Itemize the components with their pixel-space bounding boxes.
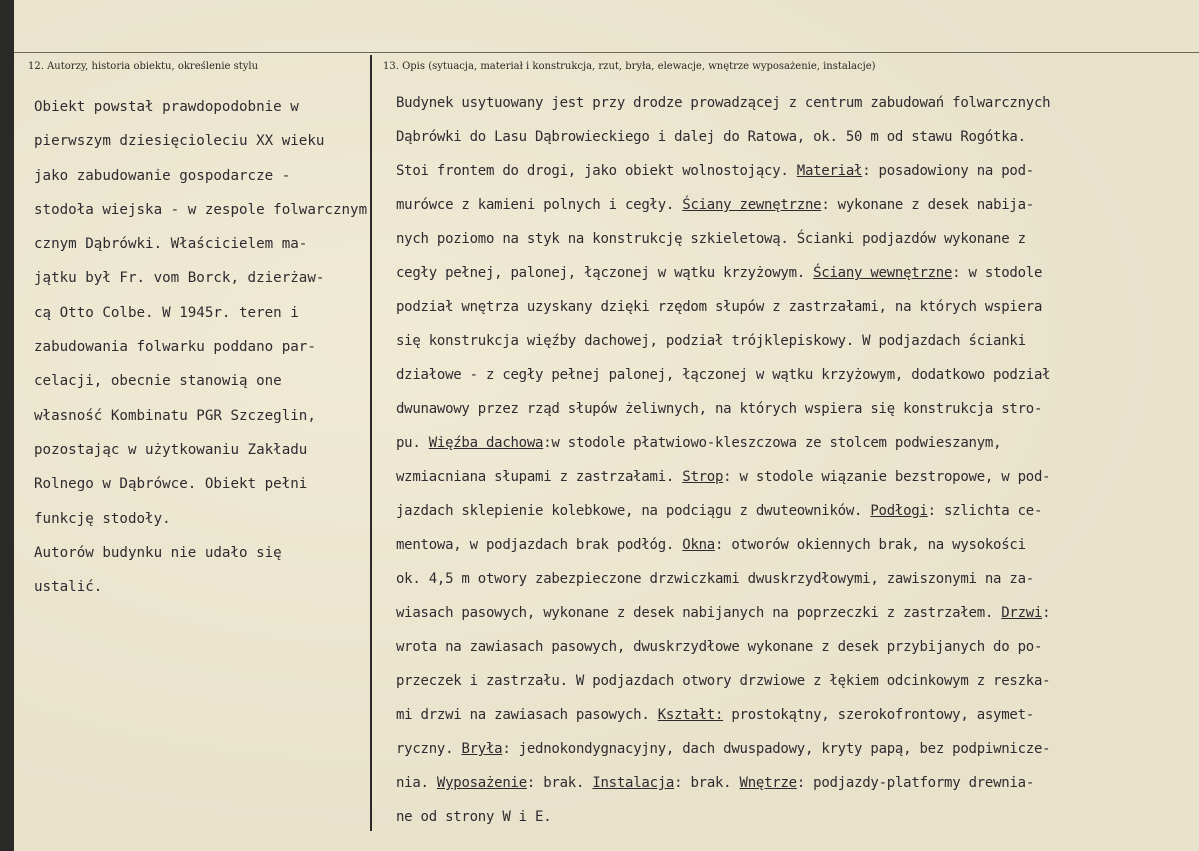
description-line <box>396 154 1050 188</box>
section-keyword: Drzwi <box>1001 605 1043 621</box>
section-keyword: Podłogi <box>870 503 928 519</box>
history-line: stodoła wiejska - w zespole folwarcznym <box>34 201 368 218</box>
description-segment: : jednokondygnacyjny, dach dwuspadowy, kryty papą, bez podpiwnicze- <box>502 741 1051 757</box>
description-segment: podział wnętrza uzyskany dzięki rzędom słupów z zastrzałami, na których wspiera <box>396 299 1043 315</box>
description-segment: wzmiacniana słupami z zastrzałami. <box>396 469 683 485</box>
description-line <box>396 86 1050 120</box>
section-13-heading: 13. Opis (sytuacja, materiał i konstrukcja, rzut, bryła, elewacje, wnętrze wyposażenie, instalacje) <box>383 61 876 72</box>
description-segment: Budynek usytuowany jest przy drodze prowadzącej z centrum zabudowań folwarcznych <box>396 95 1051 111</box>
description-segment: : wykonane z desek nabija- <box>821 197 1034 213</box>
description-line <box>396 528 1050 562</box>
description-segment: wrota na zawiasach pasowych, dwuskrzydłowe wykonane z desek przybijanych do po- <box>396 639 1043 655</box>
description-segment: nia. <box>396 775 437 791</box>
history-line: Rolnego w Dąbrówce. Obiekt pełni <box>34 476 308 493</box>
description-segment: mi drzwi na zawiasach pasowych. <box>396 707 658 723</box>
description-line <box>396 460 1050 494</box>
description-segment: pu. <box>396 435 429 451</box>
description-line <box>396 222 1050 256</box>
description-line <box>396 732 1050 766</box>
description-segment: wiasach pasowych, wykonane z desek nabijanych na poprzeczki z zastrzałem. <box>396 605 1002 621</box>
history-line: własność Kombinatu PGR Szczeglin, <box>34 407 316 424</box>
description-segment: : otworów okiennych brak, na wysokości <box>714 537 1026 553</box>
description-line <box>396 426 1050 460</box>
section-keyword: Kształt: <box>657 707 724 723</box>
description-line <box>396 358 1050 392</box>
history-line: cą Otto Colbe. W 1945r. teren i <box>34 304 299 321</box>
description-line <box>396 494 1050 528</box>
description-segment: mentowa, w podjazdach brak podłóg. <box>396 537 683 553</box>
description-segment: : w stodole wiązanie bezstropowe, w pod- <box>723 469 1051 485</box>
description-segment: prostokątny, szerokofrontowy, asymet- <box>723 707 1034 723</box>
description-segment: ne od strony W i E. <box>396 809 552 825</box>
description-line <box>396 562 1050 596</box>
description-line <box>396 766 1050 800</box>
history-line: jako zabudowanie gospodarcze - <box>34 167 291 184</box>
description-line <box>396 120 1050 154</box>
section-keyword: Materiał <box>796 163 863 179</box>
section-keyword: Więźba dachowa <box>428 435 544 451</box>
history-line: Obiekt powstał prawdopodobnie w <box>34 99 299 115</box>
description-segment: : <box>1042 605 1051 621</box>
description-segment: : szlichta ce- <box>927 503 1043 519</box>
section-keyword: Bryła <box>461 741 503 757</box>
column-divider <box>370 55 372 831</box>
description-text <box>396 86 1050 834</box>
description-segment: przeczek i zastrzału. W podjazdach otwory drzwiowe z łękiem odcinkowym z reszka- <box>396 673 1051 689</box>
section-keyword: Wnętrze <box>739 775 797 791</box>
section-keyword: Strop <box>682 469 724 485</box>
history-line: pierwszym dziesięcioleciu XX wieku <box>34 133 325 150</box>
description-segment: dwunawowy przez rząd słupów żeliwnych, na których wspiera się konstrukcja stro- <box>396 401 1043 417</box>
description-segment: działowe - z cegły pełnej palonej, łączonej w wątku krzyżowym, dodatkowo podział <box>396 367 1051 383</box>
history-line: funkcję stodoły. <box>34 510 171 527</box>
description-line <box>396 698 1050 732</box>
description-line <box>396 256 1050 290</box>
record-card <box>14 0 1199 851</box>
description-line <box>396 800 1050 834</box>
history-line: zabudowania folwarku poddano par- <box>34 339 316 356</box>
description-line <box>396 392 1050 426</box>
section-12-heading: 12. Autorzy, historia obiektu, określenie stylu <box>28 61 259 72</box>
description-line <box>396 324 1050 358</box>
section-keyword: Okna <box>682 537 715 553</box>
top-rule <box>14 52 1199 53</box>
description-line <box>396 188 1050 222</box>
description-line <box>396 630 1050 664</box>
description-segment: : brak. <box>674 775 740 791</box>
section-keyword: Ściany zewnętrzne <box>682 197 822 213</box>
history-line: jątku był Fr. vom Borck, dzierżaw- <box>34 270 325 287</box>
description-segment: jazdach sklepienie kolebkowe, na podciągu z dwuteowników. <box>396 503 871 519</box>
history-line: cznym Dąbrówki. Właścicielem ma- <box>34 236 308 253</box>
section-keyword: Wyposażenie <box>436 775 527 791</box>
history-line: celacji, obecnie stanowią one <box>34 373 282 390</box>
description-segment: : w stodole <box>952 265 1043 281</box>
description-line <box>396 596 1050 630</box>
description-segment: murówce z kamieni polnych i cegły. <box>396 197 683 213</box>
history-line: pozostając w użytkowaniu Zakładu <box>34 441 308 458</box>
description-segment: : brak. <box>526 775 593 791</box>
description-segment: się konstrukcja więźby dachowej, podział trójklepiskowy. W podjazdach ścianki <box>396 333 1026 349</box>
description-segment: ryczny. <box>396 741 462 757</box>
description-segment: : posadowiony na pod- <box>862 163 1034 179</box>
description-segment: nych poziomo na styk na konstrukcję szkieletową. Ścianki podjazdów wykonane z <box>396 231 1026 247</box>
description-segment: Stoi frontem do drogi, jako obiekt wolnostojący. <box>396 163 797 179</box>
section-keyword: Instalacja <box>592 775 675 791</box>
history-line: Autorów budynku nie udało się <box>34 544 282 561</box>
section-keyword: Ściany wewnętrzne <box>813 265 953 281</box>
description-segment: : podjazdy-platformy drewnia- <box>796 775 1034 791</box>
description-segment: Dąbrówki do Lasu Dąbrowieckiego i dalej do Ratowa, ok. 50 m od stawu Rogótka. <box>396 129 1026 145</box>
description-line <box>396 290 1050 324</box>
description-segment: cegły pełnej, palonej, łączonej w wątku krzyżowym. <box>396 265 814 281</box>
description-segment: :w stodole płatwiowo-kleszczowa ze stolcem podwieszanym, <box>543 435 1002 451</box>
description-segment: ok. 4,5 m otwory zabezpieczone drzwiczkami dwuskrzydłowymi, zawiszonymi na za- <box>396 571 1034 587</box>
history-text <box>34 90 367 604</box>
history-line: ustalić. <box>34 579 103 596</box>
description-line <box>396 664 1050 698</box>
